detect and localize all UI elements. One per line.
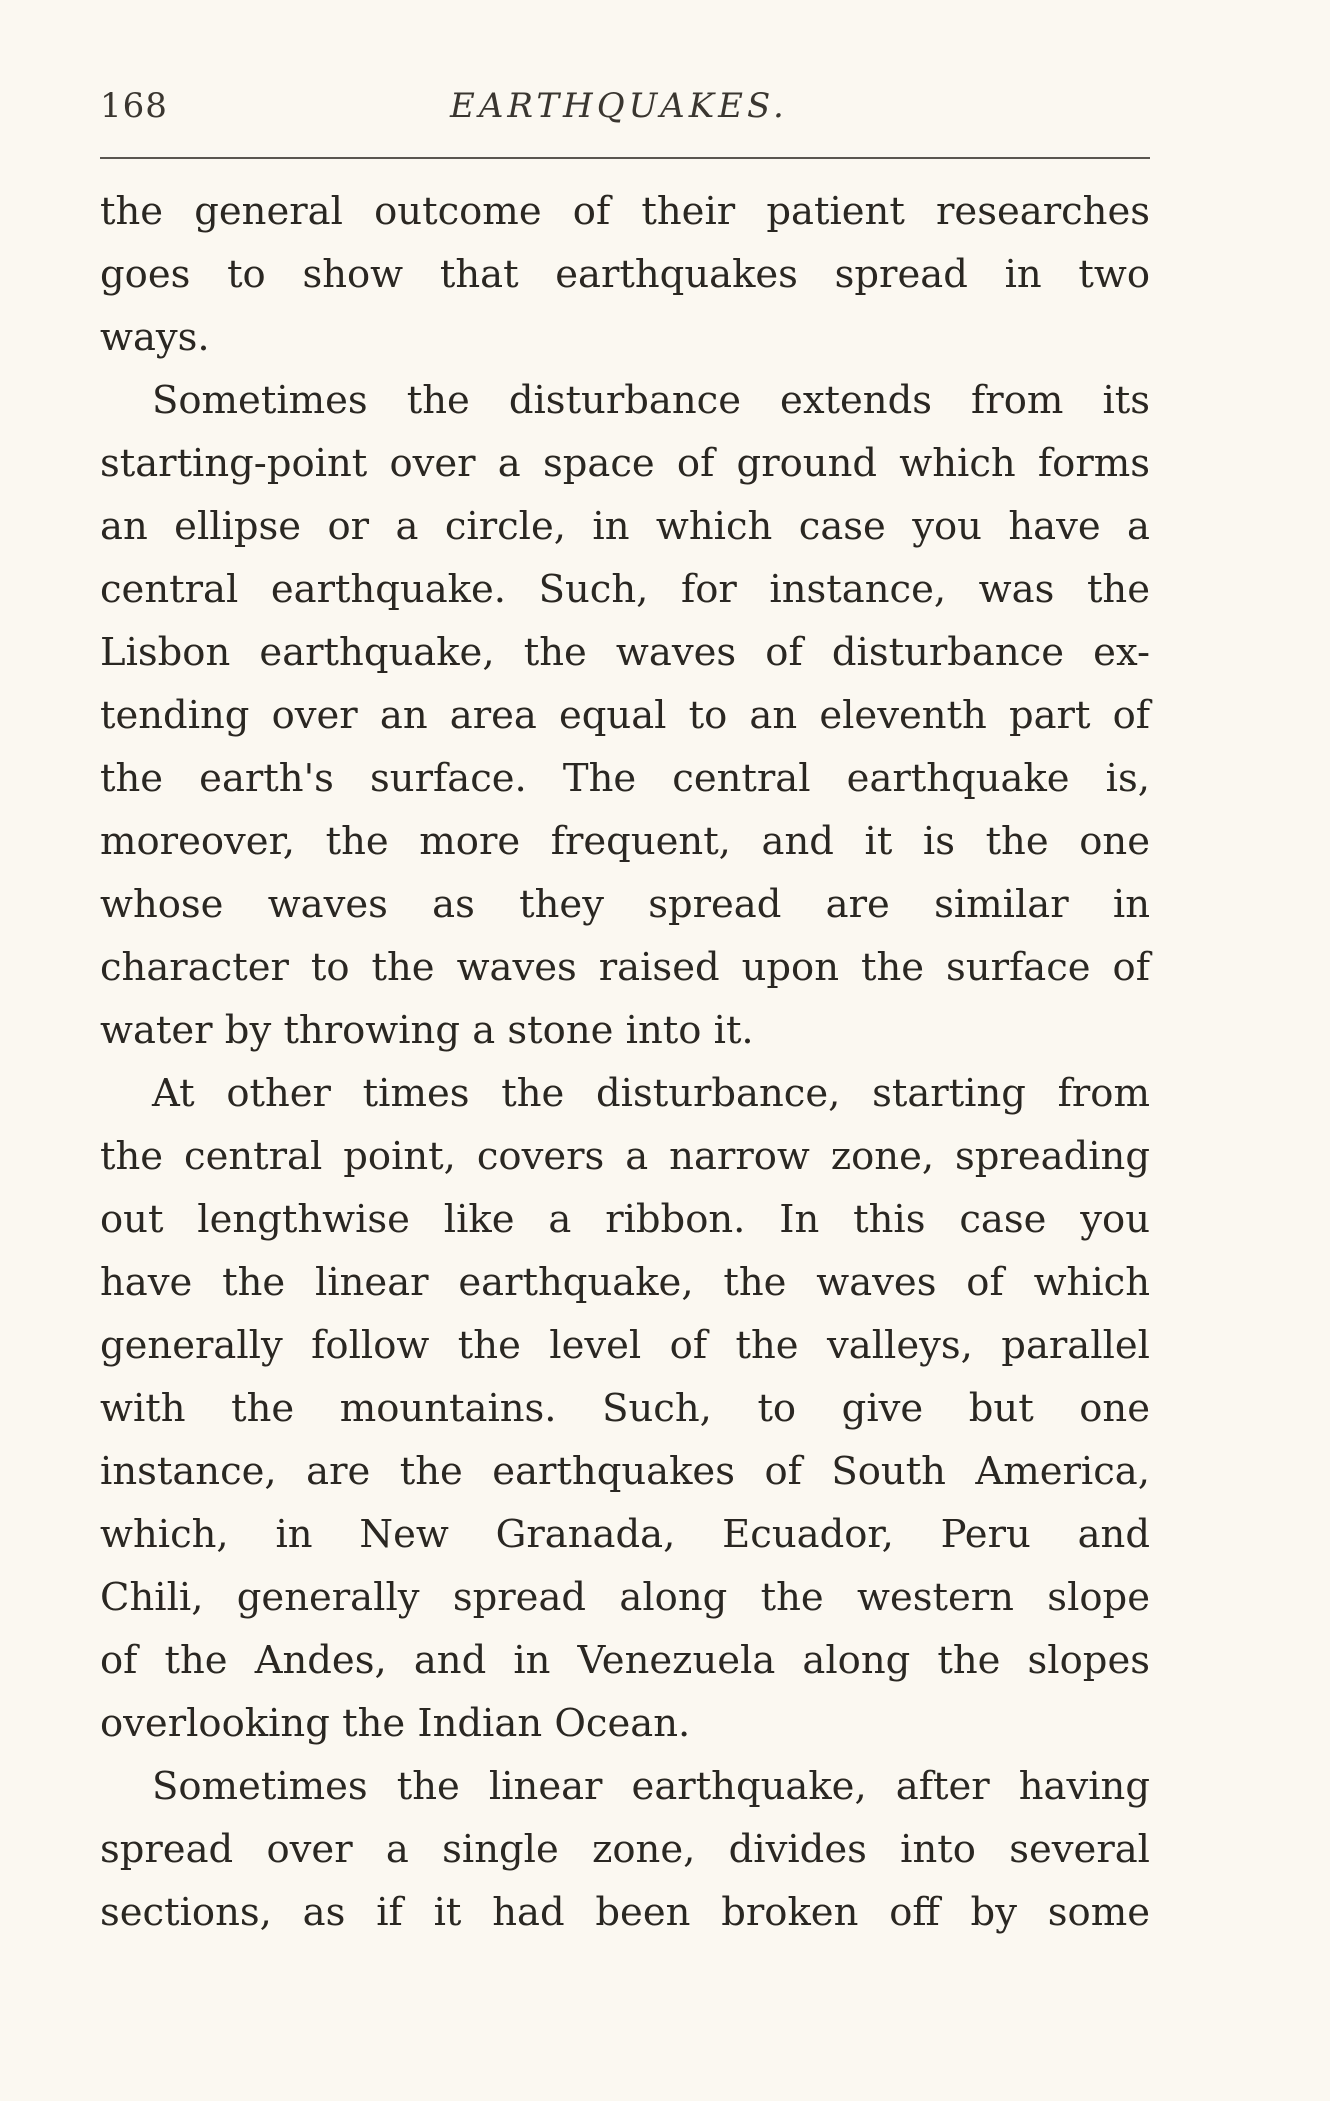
text-line: instance, are the earthquakes of South America, <box>100 1449 1150 1494</box>
text-line: sections, as if it had been broken off by some <box>100 1890 1150 1935</box>
text-line: ways. <box>100 315 210 360</box>
text-line: generally follow the level of the valleys, parallel <box>100 1323 1150 1368</box>
text-line: an ellipse or a circle, in which case you have a <box>100 504 1150 549</box>
text-line: tending over an area equal to an eleventh part of <box>100 693 1150 738</box>
text-line: moreover, the more frequent, and it is the one <box>100 819 1150 864</box>
text-line: central earthquake. Such, for instance, was the <box>100 567 1150 612</box>
text-line: overlooking the Indian Ocean. <box>100 1701 691 1746</box>
text-line: Lisbon earthquake, the waves of disturbance ex- <box>100 630 1150 675</box>
text-line: Sometimes the linear earthquake, after having <box>152 1764 1150 1809</box>
text-line: spread over a single zone, divides into several <box>100 1827 1150 1872</box>
text-line: character to the waves raised upon the surface of <box>100 945 1150 990</box>
text-line: the central point, covers a narrow zone, spreading <box>100 1134 1150 1179</box>
text-line: starting-point over a space of ground which forms <box>100 441 1150 486</box>
text-line: of the Andes, and in Venezuela along the slopes <box>100 1638 1150 1683</box>
text-line: Sometimes the disturbance extends from its <box>152 378 1150 423</box>
text-line: At other times the disturbance, starting from <box>152 1071 1150 1116</box>
text-line: the earth's surface. The central earthquake is, <box>100 756 1150 801</box>
page-number: 168 <box>100 86 168 126</box>
running-title: EARTHQUAKES. <box>450 86 788 126</box>
text-line: which, in New Granada, Ecuador, Peru and <box>100 1512 1150 1557</box>
text-line: water by throwing a stone into it. <box>100 1008 754 1053</box>
text-line: goes to show that earthquakes spread in two <box>100 252 1150 297</box>
text-line: whose waves as they spread are similar in <box>100 882 1150 927</box>
body-text <box>100 180 1150 1944</box>
text-line: have the linear earthquake, the waves of which <box>100 1260 1150 1305</box>
text-line: Chili, generally spread along the western slope <box>100 1575 1150 1620</box>
text-line: out lengthwise like a ribbon. In this case you <box>100 1197 1150 1242</box>
header-rule <box>100 157 1150 159</box>
text-line: the general outcome of their patient researches <box>100 189 1150 234</box>
text-line: with the mountains. Such, to give but one <box>100 1386 1150 1431</box>
page-header <box>100 86 1150 136</box>
